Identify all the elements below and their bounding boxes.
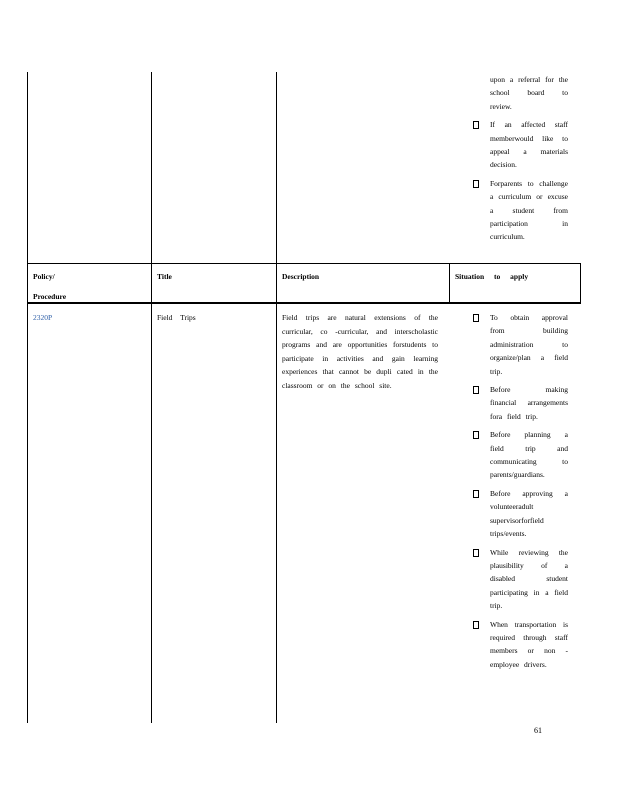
- header-title: Title: [157, 272, 172, 281]
- policy-description: Field trips are natural extensions of the curricular, co -curricular, and interscholastic programs and are opportunities forstudents to participate in activities and gain learning experiences that cannot be dupli cated in the classroom or on the school site.: [282, 313, 438, 390]
- header-situation: Situation to apply: [455, 272, 529, 281]
- list-item-text: While reviewing the plausibility of a disabled student participating in a field trip.: [490, 547, 568, 611]
- list-item: [473, 487, 568, 541]
- list-item-text: To obtain approval from building administration to organize/plan a field trip.: [490, 313, 568, 376]
- bullet-icon: [473, 490, 479, 498]
- column-divider-2: [276, 72, 277, 723]
- list-item-text: upon a referral for the school board to review.: [490, 75, 568, 111]
- header-top-border: [27, 263, 581, 264]
- policy-number: 2320P: [33, 313, 53, 322]
- column-divider-3: [449, 264, 450, 303]
- list-item: [473, 383, 568, 423]
- list-item-text: Before approving a volunteeradult supervisorforfield trips/events.: [490, 488, 568, 539]
- column-divider-1: [151, 72, 152, 723]
- list-item: [473, 118, 568, 172]
- header-policy-line2: Procedure: [33, 292, 67, 301]
- continued-situations-list: [473, 73, 568, 244]
- header-policy-line1: Policy/: [33, 272, 55, 281]
- list-item: [473, 546, 568, 613]
- list-item-text: Forparents to challenge a curriculum or excuse a student from participation in curriculum.: [490, 178, 568, 242]
- list-item-text: If an affected staff memberwould like to appeal a materials decision.: [490, 120, 568, 170]
- list-item-text: Before making financial arrangements fora field trip.: [490, 385, 568, 421]
- bullet-icon: [473, 431, 479, 439]
- list-item: [473, 618, 568, 672]
- header-description: Description: [282, 272, 320, 281]
- bullet-icon: [473, 621, 479, 629]
- bullet-icon: [473, 386, 479, 394]
- bullet-icon: [473, 314, 479, 322]
- bullet-icon: [473, 180, 479, 188]
- list-item: [473, 428, 568, 482]
- page-number: 61: [534, 726, 542, 735]
- list-item: [473, 177, 568, 244]
- bullet-icon: [473, 549, 479, 557]
- list-item: [473, 311, 568, 378]
- list-item: [473, 73, 568, 113]
- table-border-left: [27, 72, 28, 723]
- table-border-right: [580, 264, 581, 303]
- bullet-icon: [473, 121, 479, 129]
- policy-title: Field Trips: [157, 313, 196, 322]
- header-bottom-border: [27, 302, 581, 304]
- list-item-text: When transportation is required through staff members or non -employee drivers.: [490, 619, 568, 669]
- list-item-text: Before planning a field trip and communicating to parents/guardians.: [490, 430, 568, 480]
- situations-list: [473, 311, 568, 671]
